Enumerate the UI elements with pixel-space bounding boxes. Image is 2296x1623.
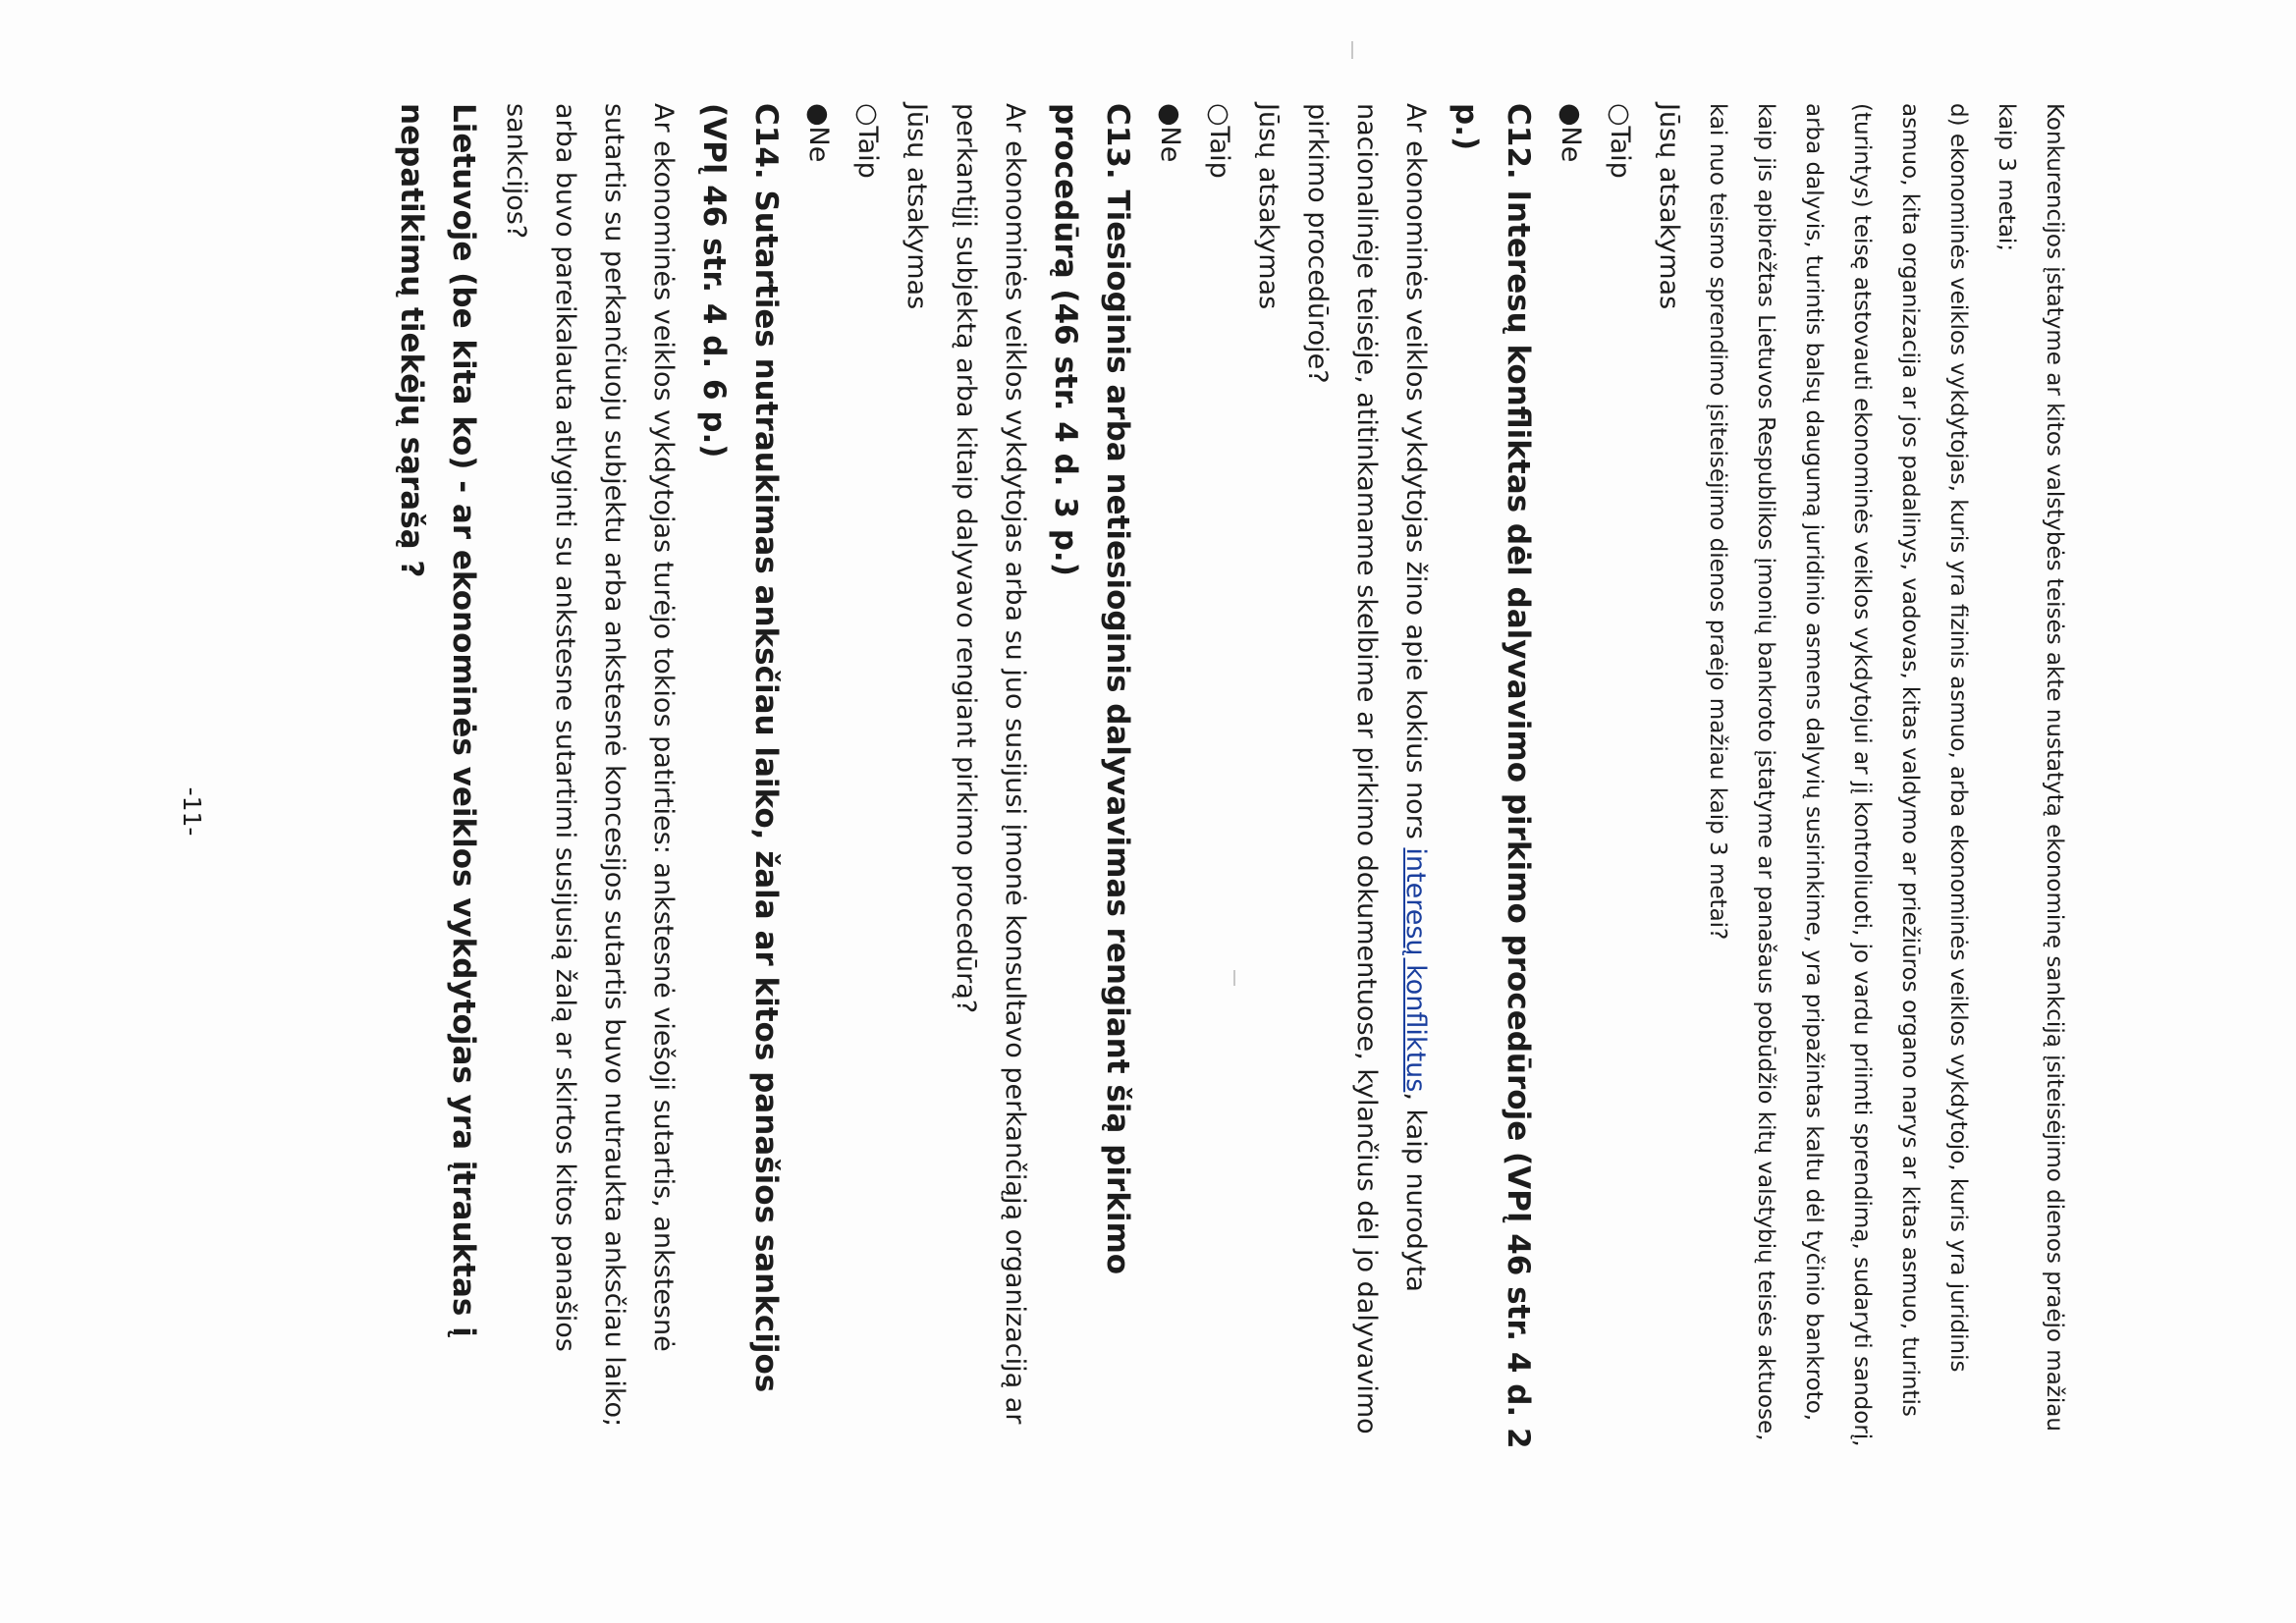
question-c12-text-after: , kaip nurodyta nacionalinėje teisėje, atitinkamame skelbime ar pirkimo dokumentuose, kylančius dėl jo dalyvavimo pirkimo procedūroje? [1302, 103, 1431, 1434]
answer-label: Jūsų atsakymas [1654, 103, 1684, 310]
conflict-of-interest-link[interactable]: interesų konfliktus [1400, 847, 1431, 1093]
paragraph-item-d: d) ekonominės veiklos vykdytojas, kuris yra fizinis asmuo, arba ekonominės veiklos vykdytojo, kuris yra juridinis asmuo, kita organizacija ar jos padalinys, vadovas, kitas valdymo ar priežiūros organo narys ar kitas asmuo, turintis (turintys) teisę atstovauti ekonominės veiklos vykdytojui ar jį kontroliuoti, jo vardu priimti sprendimą, sudaryti sandorį, arba dalyvis, turintis balsų daugumą juridinio asmens dalyvių susirinkime, yra pripažintas kaltu dėl tyčinio bankroto, kaip jis apibrėžtas Lietuvos Respublikos įmonių bankroto įstatyme ar panašaus pobūdžio kitų valstybių teisės aktuose, kai nuo teismo sprendimo įsiteisėjimo dienos praėjo mažiau kaip 3 metai? [1705, 103, 1971, 1447]
page-number: -11- [178, 786, 206, 837]
answer-label: Jūsų atsakymas [1253, 103, 1284, 310]
document-body [385, 103, 2078, 1458]
heading-c12: C12. Interesų konfliktas dėl dalyvavimo pirkimo procedūroje (VPĮ 46 str. 4 d. 2 p.) [1449, 103, 1536, 1449]
option-ne-selected[interactable]: ●Ne [1556, 103, 1586, 163]
question-c12-text-before: Ar ekonominės veiklos vykdytojas žino apie kokius nors [1400, 103, 1431, 848]
question-c14-bold: Lietuvoje (be kita ko) - ar ekonominės veiklos vykdytojas yra įtrauktas į nepatikimų tiekėjų sąrašą ? [394, 103, 481, 1337]
heading-c14: C14. Sutarties nutraukimas anksčiau laiko, žala ar kitos panašios sankcijos (VPĮ 46 str. 4 d. 6 p.) [696, 103, 784, 1393]
option-taip[interactable]: ○Taip [1605, 103, 1635, 179]
question-c12 [1292, 103, 1440, 1458]
option-ne-selected[interactable]: ●Ne [1155, 103, 1185, 163]
heading-c13: C13. Tiesioginis arba netiesioginis dalyvavimas rengiant šią pirkimo procedūrą (46 str. 4 d. 3 p.) [1048, 103, 1135, 1275]
option-taip[interactable]: ○Taip [852, 103, 883, 179]
paragraph-sanction-end: Konkurencijos įstatyme ar kitos valstybės teisės akte nustatytą ekonominę sankciją įsiteisėjimo dienos praėjo mažiau kaip 3 metai; [1994, 103, 2067, 1432]
question-c13: Ar ekonominės veiklos vykdytojas arba su juo susijusi įmonė konsultavo perkančiąją organizaciją ar perkantįjį subjektą arba kitaip dalyvavo rengiant pirkimo procedūrą? [951, 103, 1030, 1425]
option-taip[interactable]: ○Taip [1204, 103, 1234, 179]
answer-label: Jūsų atsakymas [902, 103, 932, 310]
question-c14: Ar ekonominės veiklos vykdytojas turėjo tokios patirties: ankstesnė viešoji sutartis, ankstesnė sutartis su perkančiuoju subjektu arba ankstesnė koncesijos sutartis buvo nutraukta anksčiau laiko; arba buvo pareikalauta atlyginti su ankstesne sutartimi susijusią žalą ar skirtos kitos panašios sankcijos? [501, 103, 679, 1428]
option-ne-selected[interactable]: ●Ne [803, 103, 834, 163]
